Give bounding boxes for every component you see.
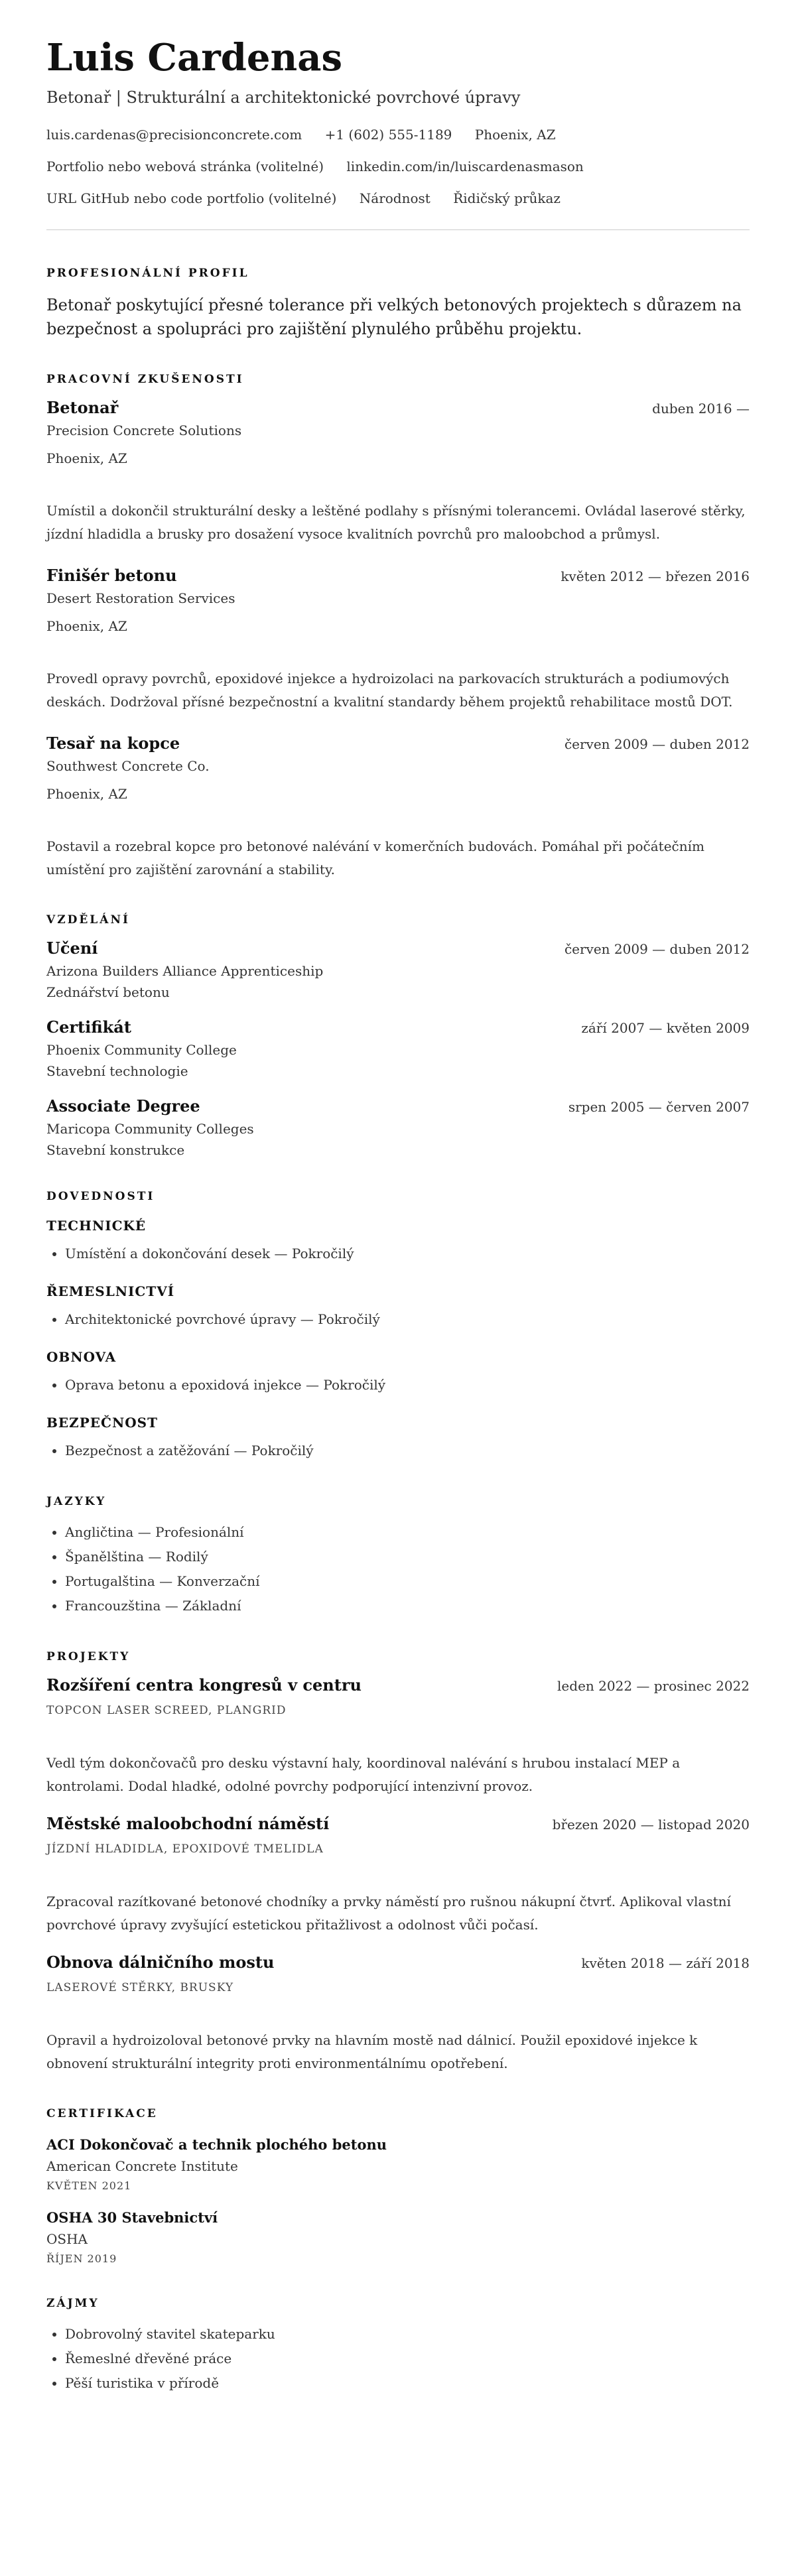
job-location: Phoenix, AZ xyxy=(46,786,127,803)
skills-list xyxy=(46,1218,750,1463)
skill-items xyxy=(46,1242,750,1266)
experience-entry xyxy=(46,734,750,881)
project-name: Rozšíření centra kongresů v centru xyxy=(46,1675,362,1695)
contact-nationality: Národnost xyxy=(359,190,431,207)
project-name: Městské maloobchodní náměstí xyxy=(46,1814,330,1834)
project-description: Vedl tým dokončovačů pro desku výstavní haly, koordinoval nalévání s hrubou instalací MEP a kontrolami. Dodal hladké, odolné povrchy podporující intenzivní provoz. xyxy=(46,1755,681,1795)
candidate-name: Luis Cardenas xyxy=(46,36,343,80)
education-entry xyxy=(46,1096,750,1158)
education-degree: Učení xyxy=(46,938,98,958)
education-school: Maricopa Community Colleges xyxy=(46,1121,254,1137)
contact-row-2 xyxy=(46,159,750,174)
section-title-profile: PROFESIONÁLNÍ PROFIL xyxy=(46,267,249,281)
job-company: Precision Concrete Solutions xyxy=(46,422,242,439)
job-dates: květen 2012 — březen 2016 xyxy=(561,568,750,585)
project-dates: březen 2020 — listopad 2020 xyxy=(552,1817,750,1833)
job-company: Southwest Concrete Co. xyxy=(46,758,210,775)
contact-email[interactable]: luis.cardenas@precisionconcrete.com xyxy=(46,127,302,143)
header-divider xyxy=(46,229,750,230)
education-school: Phoenix Community College xyxy=(46,1042,237,1059)
skill-item: • Bezpečnost a zatěžování — Pokročilý xyxy=(65,1439,750,1463)
section-title-languages: JAZYKY xyxy=(46,1495,107,1509)
education-field: Stavební technologie xyxy=(46,1063,188,1080)
language-item: • Portugalština — Konverzační xyxy=(65,1569,750,1594)
job-description: Provedl opravy povrchů, epoxidové injekce a hydroizolaci na parkovacích strukturách a podiumových deskách. Dodržoval přísné bezpečnostní a kvalitní standardy během projektů rehabilitace mostů DOT. xyxy=(46,671,733,710)
contact-portfolio[interactable]: Portfolio nebo webová stránka (volitelné) xyxy=(46,159,324,175)
contact-github[interactable]: URL GitHub nebo code portfolio (volitelné) xyxy=(46,190,337,207)
contact-license: Řidičský průkaz xyxy=(453,190,561,207)
education-field: Zednářství betonu xyxy=(46,984,170,1001)
section-title-projects: PROJEKTY xyxy=(46,1650,131,1664)
experience-entry xyxy=(46,398,750,546)
project-dates: leden 2022 — prosinec 2022 xyxy=(557,1678,750,1695)
project-dates: květen 2018 — září 2018 xyxy=(581,1955,750,1972)
project-entry xyxy=(46,1675,750,1798)
profile-summary: Betonař poskytující přesné tolerance při velkých betonových projektech s důrazem na bezpečnost a spolupráci pro zajištění plynulého průběhu projektu. xyxy=(46,296,742,339)
job-company: Desert Restoration Services xyxy=(46,590,235,607)
project-entry xyxy=(46,1814,750,1937)
contact-phone[interactable]: +1 (602) 555-1189 xyxy=(324,127,452,143)
interest-item: • Řemeslné dřevěné práce xyxy=(65,2347,750,2371)
skill-category-restoration: OBNOVA xyxy=(46,1349,117,1366)
skill-item: • Oprava betonu a epoxidová injekce — Pokročilý xyxy=(65,1373,750,1397)
certification-name: OSHA 30 Stavebnictví xyxy=(46,2209,218,2226)
certification-date: KVĚTEN 2021 xyxy=(46,2179,132,2193)
section-title-interests: ZÁJMY xyxy=(46,2297,100,2311)
education-field: Stavební konstrukce xyxy=(46,1142,185,1159)
project-tech: LASEROVÉ STĚRKY, BRUSKY xyxy=(46,1981,234,1995)
project-tech: TOPCON LASER SCREED, PLANGRID xyxy=(46,1704,287,1718)
interest-item: • Dobrovolný stavitel skateparku xyxy=(65,2322,750,2347)
interests-list xyxy=(46,2322,750,2396)
education-dates: září 2007 — květen 2009 xyxy=(581,1020,750,1037)
skill-category-craft: ŘEMESLNICTVÍ xyxy=(46,1283,175,1300)
section-title-experience: PRACOVNÍ ZKUŠENOSTI xyxy=(46,373,244,387)
skill-category-safety: BEZPEČNOST xyxy=(46,1415,158,1431)
project-tech: JÍZDNÍ HLADIDLA, EPOXIDOVÉ TMELIDLA xyxy=(46,1842,324,1856)
education-entry xyxy=(46,1017,750,1079)
project-description: Opravil a hydroizoloval betonové prvky na hlavním mostě nad dálnicí. Použil epoxidové injekce k obnovení strukturální integrity proti environmentálnímu opotřebení. xyxy=(46,2032,698,2072)
education-school: Arizona Builders Alliance Apprenticeship xyxy=(46,963,324,980)
job-title: Betonař xyxy=(46,398,119,418)
certifications-list xyxy=(46,2136,750,2265)
candidate-headline: Betonař | Strukturální a architektonické povrchové úpravy xyxy=(46,88,521,107)
education-list xyxy=(46,938,750,1158)
certification-entry xyxy=(46,2209,750,2265)
languages-list xyxy=(46,1520,750,1618)
interest-item: • Pěší turistika v přírodě xyxy=(65,2371,750,2396)
section-title-certifications: CERTIFIKACE xyxy=(46,2107,158,2121)
projects-list xyxy=(46,1675,750,2075)
certification-issuer: OSHA xyxy=(46,2231,88,2248)
skill-item: • Umístění a dokončování desek — Pokročilý xyxy=(65,1242,750,1266)
resume-header xyxy=(46,36,750,206)
contact-row-3 xyxy=(46,190,750,206)
education-dates: červen 2009 — duben 2012 xyxy=(564,941,750,958)
skill-category-technical: TECHNICKÉ xyxy=(46,1218,147,1234)
contact-location: Phoenix, AZ xyxy=(474,127,556,143)
section-title-education: VZDĚLÁNÍ xyxy=(46,913,130,927)
job-dates: červen 2009 — duben 2012 xyxy=(564,736,750,753)
language-item: • Angličtina — Profesionální xyxy=(65,1520,750,1545)
job-title: Tesař na kopce xyxy=(46,734,180,753)
skill-item: • Architektonické povrchové úpravy — Pokročilý xyxy=(65,1307,750,1332)
job-description: Postavil a rozebral kopce pro betonové nalévání v komerčních budovách. Pomáhal při počátečním umístění pro zajištění zarovnání a stability. xyxy=(46,838,704,878)
education-dates: srpen 2005 — červen 2007 xyxy=(568,1099,750,1116)
language-item: • Francouzština — Základní xyxy=(65,1594,750,1618)
skill-items xyxy=(46,1439,750,1463)
job-location: Phoenix, AZ xyxy=(46,450,127,467)
contact-linkedin[interactable]: linkedin.com/in/luiscardenasmason xyxy=(346,159,584,175)
certification-name: ACI Dokončovač a technik plochého betonu xyxy=(46,2136,387,2154)
job-dates: duben 2016 — xyxy=(652,401,750,417)
job-description: Umístil a dokončil strukturální desky a leštěné podlahy s přísnými tolerancemi. Ovládal laserové stěrky, jízdní hladidla a brusky pro dosažení vysoce kvalitních povrchů pro maloobchod a průmysl. xyxy=(46,503,746,543)
education-degree: Certifikát xyxy=(46,1017,131,1037)
job-location: Phoenix, AZ xyxy=(46,618,127,635)
job-title: Finišér betonu xyxy=(46,566,177,586)
language-item: • Španělština — Rodilý xyxy=(65,1545,750,1569)
education-entry xyxy=(46,938,750,1000)
experience-entry xyxy=(46,566,750,714)
section-title-skills: DOVEDNOSTI xyxy=(46,1190,155,1204)
project-entry xyxy=(46,1953,750,2075)
experience-list xyxy=(46,398,750,881)
certification-issuer: American Concrete Institute xyxy=(46,2158,238,2175)
contact-row-1 xyxy=(46,127,750,143)
education-degree: Associate Degree xyxy=(46,1096,200,1116)
project-name: Obnova dálničního mostu xyxy=(46,1953,275,1972)
certification-entry xyxy=(46,2136,750,2192)
skill-items xyxy=(46,1373,750,1397)
certification-date: ŘÍJEN 2019 xyxy=(46,2252,117,2266)
project-description: Zpracoval razítkované betonové chodníky a prvky náměstí pro rušnou nákupní čtvrť. Aplikoval vlastní povrchové úpravy zvyšující estetickou přitažlivost a odolnost vůči počasí. xyxy=(46,1894,731,1933)
skill-items xyxy=(46,1307,750,1332)
